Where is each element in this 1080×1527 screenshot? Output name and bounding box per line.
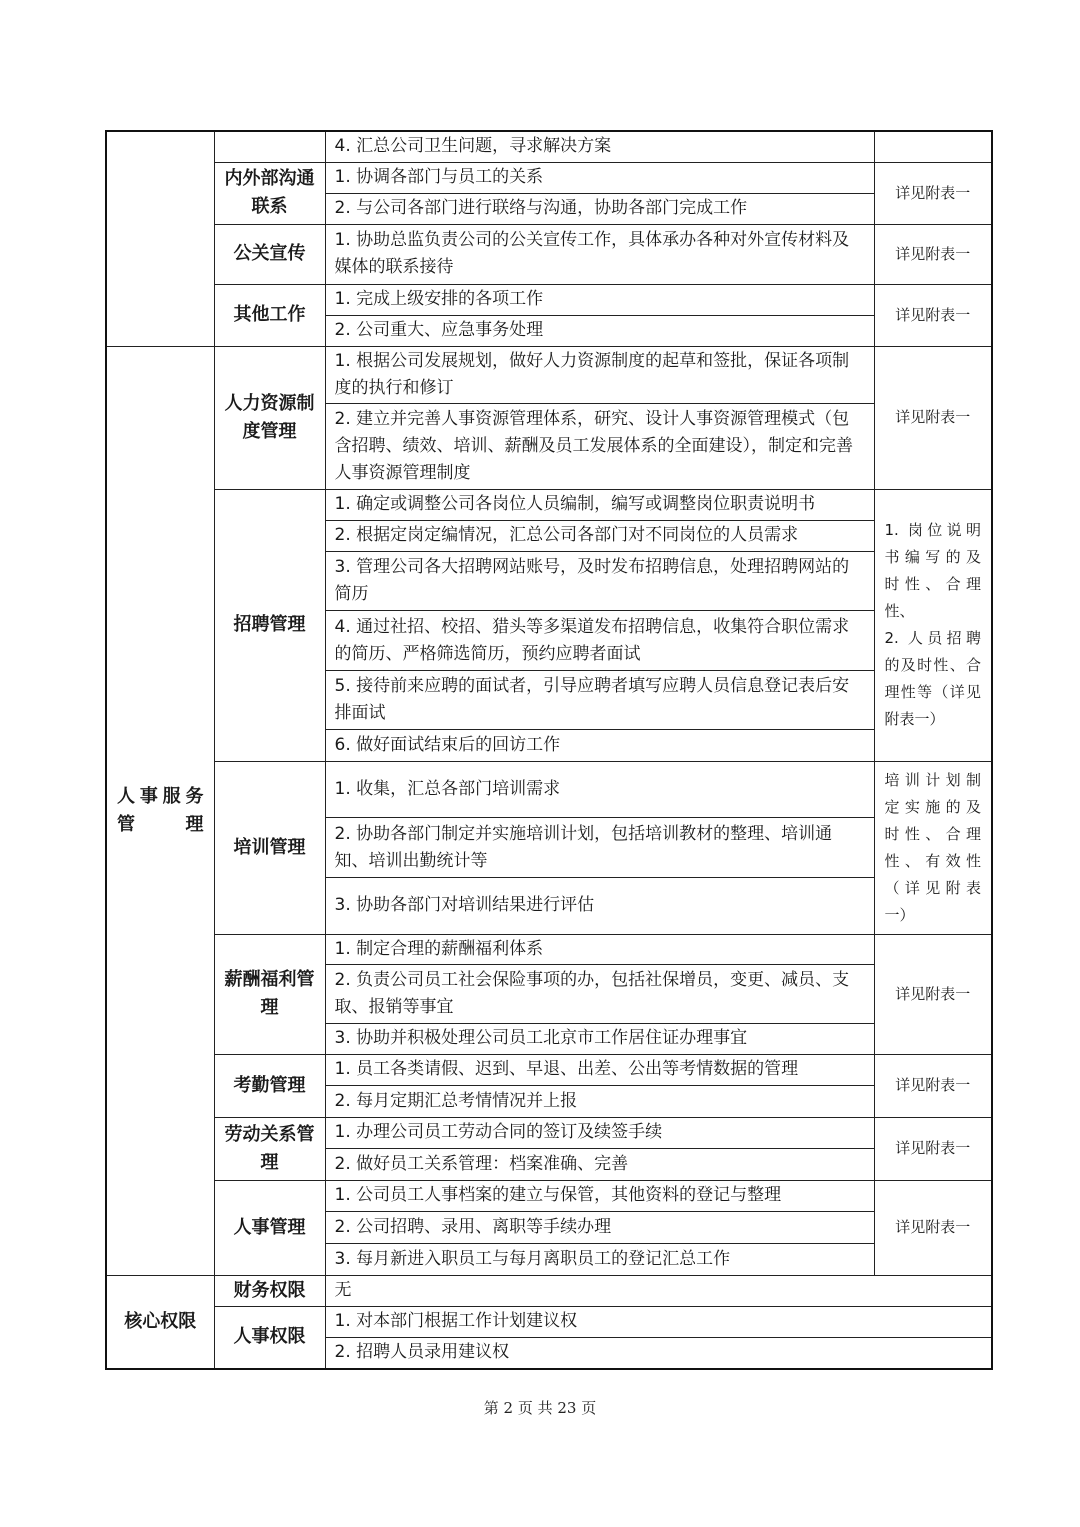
category-cell-blank [214,131,325,162]
task-line: 1. 收集，汇总各部门培训需求 [326,762,874,818]
task-cell [325,1180,874,1275]
task-line: 1. 确定或调整公司各岗位人员编制，编写或调整岗位职责说明书 [326,490,874,521]
note-cell: 详见附表一 [874,284,992,346]
note-cell: 详见附表一 [874,1054,992,1117]
page-footer: 第 2 页 共 23 页 [483,1399,597,1417]
category-label: 考勤管理 [214,1054,325,1117]
note-line: 附表一） [884,710,945,728]
note-cell: 详见附表一 [874,934,992,1054]
category-label: 人事管理 [214,1180,325,1275]
task-line: 4. 通过社招、校招、猎头等多渠道发布招聘信息，收集符合职位需求的简历、严格筛选简历，预约应聘者面试 [326,611,874,670]
table-row [106,1275,992,1306]
category-label: 人事权限 [214,1306,325,1369]
note-line: 时性、合理 [884,824,981,843]
task-line: 3. 管理公司各大招聘网站账号，及时发布招聘信息，处理招聘网站的简历 [326,552,874,611]
note-cell: 详见附表一 [874,346,992,489]
table-row [106,224,992,284]
task-line: 2. 协助各部门制定并实施培训计划，包括培训教材的整理、培训通知、培训出勤统计等 [326,818,874,878]
note-cell: 详见附表一 [874,1117,992,1180]
note-cell: 详见附表一 [874,1180,992,1275]
task-line: 2. 根据定岗定编情况，汇总公司各部门对不同岗位的人员需求 [326,520,874,551]
task-line: 1. 完成上级安排的各项工作 [326,285,874,316]
note-line: 2. 人员招聘 [884,629,981,647]
task-line: 2. 公司重大、应急事务处理 [334,320,544,340]
table-row [106,1306,992,1369]
category-label: 财务权限 [214,1275,325,1306]
table-row [106,1180,992,1275]
task-line: 3. 协助各部门对培训结果进行评估 [334,895,595,916]
task-line: 2. 做好员工关系管理：档案准确、完善 [334,1153,629,1174]
task-line: 2. 建立并完善人事资源管理体系，研究、设计人事资源管理模式（包含招聘、绩效、培训、薪酬及员工发展体系的全面建设），制定和完善人事资源管理制度 [334,408,853,483]
task-cell [325,131,874,162]
note-line: 1. 岗位说明 [884,521,981,539]
table-row [106,1117,992,1180]
task-line: 1. 协助总监负责公司的公关宣传工作，具体承办各种对外宣传材料及媒体的联系接待 [334,230,850,277]
category-label: 公关宣传 [214,224,325,284]
note-line: 时性、合理 [884,575,981,593]
task-line: 无 [334,1280,352,1300]
task-line: 1. 根据公司发展规划，做好人力资源制度的起草和签批，保证各项制度的执行和修订 [326,347,874,404]
task-line: 2. 负责公司员工社会保险事项的办，包括社保增员，变更、减员、支取、报销等事宜 [326,965,874,1023]
table-row [106,1054,992,1117]
task-cell [325,489,874,761]
note-line: 性、 [884,602,915,620]
task-line: 5. 接待前来应聘的面试者，引导应聘者填写应聘人员信息登记表后安排面试 [326,670,874,729]
task-cell [325,934,874,1054]
task-cell [325,1117,874,1180]
task-cell [325,1306,992,1369]
task-line: 3. 每月新进入职员工与每月离职员工的登记汇总工作 [334,1248,731,1269]
table-row [106,284,992,346]
task-line: 3. 协助并积极处理公司员工北京市工作居住证办理事宜 [334,1028,748,1049]
task-line: 1. 协调各部门与员工的关系 [326,163,874,194]
task-cell [325,284,874,346]
category-label: 其他工作 [214,284,325,346]
task-cell [325,1275,992,1306]
task-line: 2. 招聘人员录用建议权 [334,1342,510,1363]
note-line: 的及时性、合 [884,656,981,674]
task-line: 1. 对本部门根据工作计划建议权 [326,1307,992,1338]
note-line: 一） [884,905,915,924]
category-label: 薪酬福利管理 [214,934,325,1054]
category-label: 招聘管理 [214,489,325,761]
category-label: 人力资源制度管理 [214,346,325,489]
note-line: 理性等（详见 [884,683,981,701]
task-cell [325,1054,874,1117]
note-line: 书编写的及 [884,548,981,566]
note-line: 培训计划制 [884,770,981,789]
note-cell: 详见附表一 [874,224,992,284]
category-label: 劳动关系管理 [214,1117,325,1180]
task-line: 4. 汇总公司卫生问题，寻求解决方案 [334,136,612,157]
table-row [106,489,992,761]
note-cell [874,131,992,162]
task-cell [325,162,874,224]
table-row [106,934,992,1054]
note-cell [874,489,992,761]
task-line: 1. 公司员工人事档案的建立与保管，其他资料的登记与整理 [326,1181,874,1212]
task-line: 1. 制定合理的薪酬福利体系 [326,935,874,965]
task-cell [325,224,874,284]
table-row [106,131,992,162]
responsibility-table [105,130,993,1370]
table-row [106,346,992,489]
task-line: 1. 员工各类请假、迟到、早退、出差、公出等考情数据的管理 [326,1055,874,1086]
task-line: 2. 公司招聘、录用、离职等手续办理 [326,1212,874,1244]
table-row [106,162,992,224]
table-row [106,761,992,934]
note-line: 定实施的及 [884,797,981,816]
category-label: 内外部沟通联系 [214,162,325,224]
category-label: 培训管理 [214,761,325,934]
note-line: 性、有效性 [884,851,981,870]
task-cell [325,346,874,489]
dept-cell-blank [106,131,214,346]
note-cell: 详见附表一 [874,162,992,224]
note-cell [874,761,992,934]
task-line: 2. 每月定期汇总考情情况并上报 [334,1090,578,1111]
dept-label: 人事服务管理 [106,346,214,1275]
task-line: 2. 与公司各部门进行联络与沟通，协助各部门完成工作 [334,198,748,218]
note-line: （详见附表 [884,878,981,897]
dept-label: 核心权限 [106,1275,214,1369]
task-line: 1. 办理公司员工劳动合同的签订及续签手续 [326,1118,874,1149]
task-line: 6. 做好面试结束后的回访工作 [334,734,561,755]
task-cell [325,761,874,934]
